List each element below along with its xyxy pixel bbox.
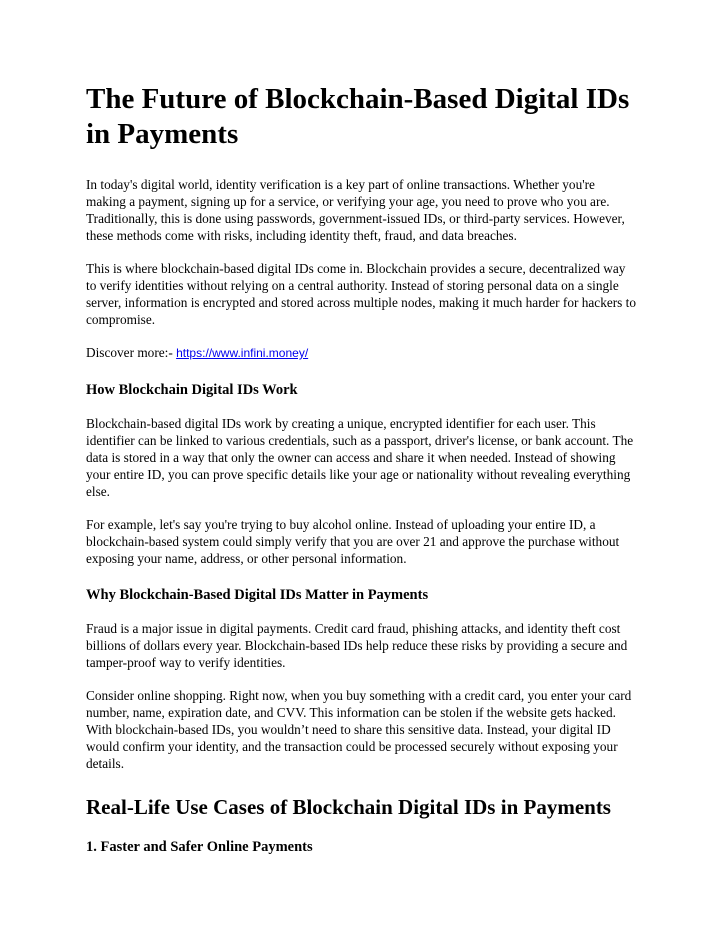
discover-more-label: Discover more:- bbox=[86, 345, 177, 360]
why-it-matters-paragraph-1: Fraud is a major issue in digital payments. Credit card fraud, phishing attacks, and identity theft cost billions of dollars every year. Blockchain-based IDs help reduce these risks by providing a secure and tamper-proof way to verify identities. bbox=[86, 621, 628, 670]
intro-paragraph-2: This is where blockchain-based digital IDs come in. Blockchain provides a secure, decentralized way to verify identities without relying on a central authority. Instead of storing personal data on a single server, information is encrypted and stored across multiple nodes, making it much harder for hackers to compromise. bbox=[86, 261, 637, 327]
document-title: The Future of Blockchain-Based Digital IDs in Payments bbox=[86, 83, 630, 150]
how-it-works-paragraph-1: Blockchain-based digital IDs work by creating a unique, encrypted identifier for each user. This identifier can be linked to various credentials, such as a passport, driver's license, or bank account. The data is stored in a way that only the owner can access and share it when needed. Instead of showing your entire ID, you can prove specific details like your age or nationality without revealing everything else. bbox=[86, 416, 634, 499]
intro-paragraph-1: In today's digital world, identity verification is a key part of online transactions. Whether you're making a payment, signing up for a service, or verifying your age, you need to prove who you are. Traditionally, this is done using passwords, government-issued IDs, or third-party services. However, these methods come with risks, including identity theft, fraud, and data breaches. bbox=[86, 177, 625, 243]
discover-more-link[interactable]: https://www.infini.money/ bbox=[176, 346, 309, 360]
section-heading-how-it-works: How Blockchain Digital IDs Work bbox=[86, 382, 298, 398]
why-it-matters-paragraph-2: Consider online shopping. Right now, when you buy something with a credit card, you enter your card number, name, expiration date, and CVV. This information can be stolen if the website gets hacked. With blockchain-based IDs, you wouldn’t need to share this sensitive data. Instead, your digital ID would confirm your identity, and the transaction could be processed securely without exposing your details. bbox=[86, 688, 632, 771]
document-page bbox=[86, 82, 638, 872]
use-cases-heading: Real-Life Use Cases of Blockchain Digital IDs in Payments bbox=[86, 795, 611, 819]
use-case-1-heading: 1. Faster and Safer Online Payments bbox=[86, 839, 313, 855]
section-heading-why-it-matters: Why Blockchain-Based Digital IDs Matter in Payments bbox=[86, 587, 429, 603]
discover-more-line bbox=[86, 344, 638, 362]
how-it-works-paragraph-2: For example, let's say you're trying to buy alcohol online. Instead of uploading your entire ID, a blockchain-based system could simply verify that you are over 21 and approve the purchase without exposing your name, address, or other personal information. bbox=[86, 517, 620, 566]
